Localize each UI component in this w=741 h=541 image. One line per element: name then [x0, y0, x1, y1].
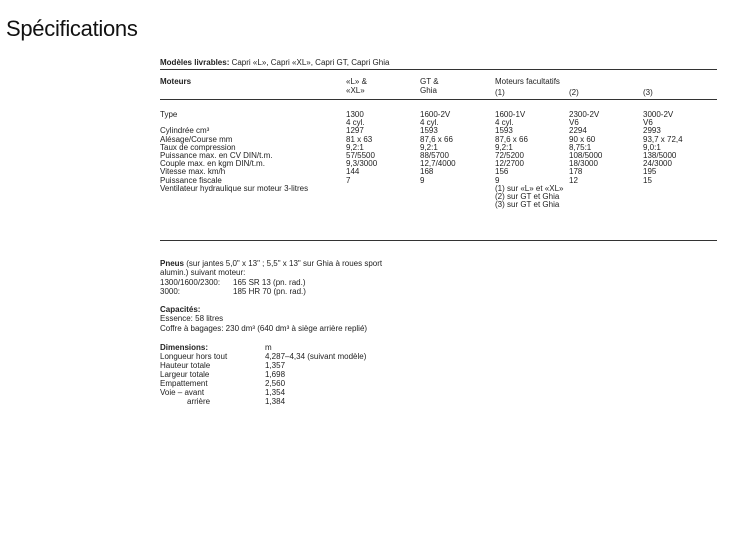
spec-col-opt3: 3000-2V V6 2993 93,7 x 72,4 9,0:1 138/5000 24/3000 195 15 — [643, 110, 683, 185]
dimensions-values: 4,287–4,34 (suivant modèle) 1,357 1,698 2,560 1,354 1,384 — [265, 352, 367, 406]
header-facultatifs: Moteurs facultatifs — [495, 77, 560, 86]
header-lxl-1: «L» & — [346, 77, 367, 86]
spec-col-opt1: 1600-1V 4 cyl. 1593 87,6 x 66 9,2:1 72/5200 12/2700 156 9 (1) sur «L» et «XL» (2) sur GT et Ghia (3) sur GT et Ghia — [495, 110, 564, 210]
header-gt-1: GT & — [420, 77, 439, 86]
page-title: Spécifications — [6, 16, 138, 41]
pneus-row2-label: 3000: — [160, 287, 181, 296]
models-line — [160, 58, 389, 67]
dimensions-unit: m — [265, 343, 272, 352]
pneus-row2-value: 185 HR 70 (pn. rad.) — [233, 287, 306, 296]
pneus-row1-value: 165 SR 13 (pn. rad.) — [233, 278, 306, 287]
header-gt-2: Ghia — [420, 86, 437, 95]
capacites-label: Capacités: — [160, 305, 201, 314]
header-opt-3: (3) — [643, 88, 653, 97]
dimensions-arriere: arrière — [187, 397, 211, 406]
divider-header — [160, 99, 717, 100]
pneus-line2: alumin.) suivant moteur: — [160, 268, 246, 277]
header-opt-1: (1) — [495, 88, 505, 97]
divider-bottom — [160, 240, 717, 241]
pneus-text: (sur jantes 5,0" x 13" ; 5,5" x 13" sur Ghia à roues sport — [184, 259, 383, 268]
header-opt-2: (2) — [569, 88, 579, 97]
pneus-label: Pneus — [160, 259, 185, 268]
spec-col-lxl: 1300 4 cyl. 1297 81 x 63 9,2:1 57/5500 9,3/3000 144 7 — [346, 110, 378, 185]
dimensions-labels: Longueur hors tout Hauteur totale Largeur totale Empattement Voie – avant — [160, 352, 228, 397]
spec-col-opt2: 2300-2V V6 2294 90 x 60 8,75:1 108/5000 18/3000 178 12 — [569, 110, 603, 185]
header-lxl-2: «XL» — [346, 86, 365, 95]
capacites-essence: Essence: 58 litres — [160, 314, 224, 323]
capacites-coffre: Coffre à bagages: 230 dm³ (640 dm³ à siège arrière replié) — [160, 324, 368, 333]
pneus-row1-label: 1300/1600/2300: — [160, 278, 221, 287]
models-label: Modèles livrables: — [160, 58, 230, 67]
spec-col-gt: 1600-2V 4 cyl. 1593 87,6 x 66 9,2:1 88/5700 12,7/4000 168 9 — [420, 110, 456, 185]
models-value: Capri «L», Capri «XL», Capri GT, Capri Ghia — [229, 58, 390, 67]
divider-top — [160, 69, 717, 70]
spec-labels: Type Cylindrée cm³ Alésage/Course mm Taux de compression Puissance max. en CV DIN/t.m. Couple max. en kgm DIN/t.m. Vitesse max. km/h Puissance fiscale Ventilateur hydraulique sur moteur 3-litres — [160, 110, 309, 193]
pneus-line — [160, 259, 382, 268]
header-moteurs: Moteurs — [160, 77, 192, 86]
dimensions-label: Dimensions: — [160, 343, 209, 352]
